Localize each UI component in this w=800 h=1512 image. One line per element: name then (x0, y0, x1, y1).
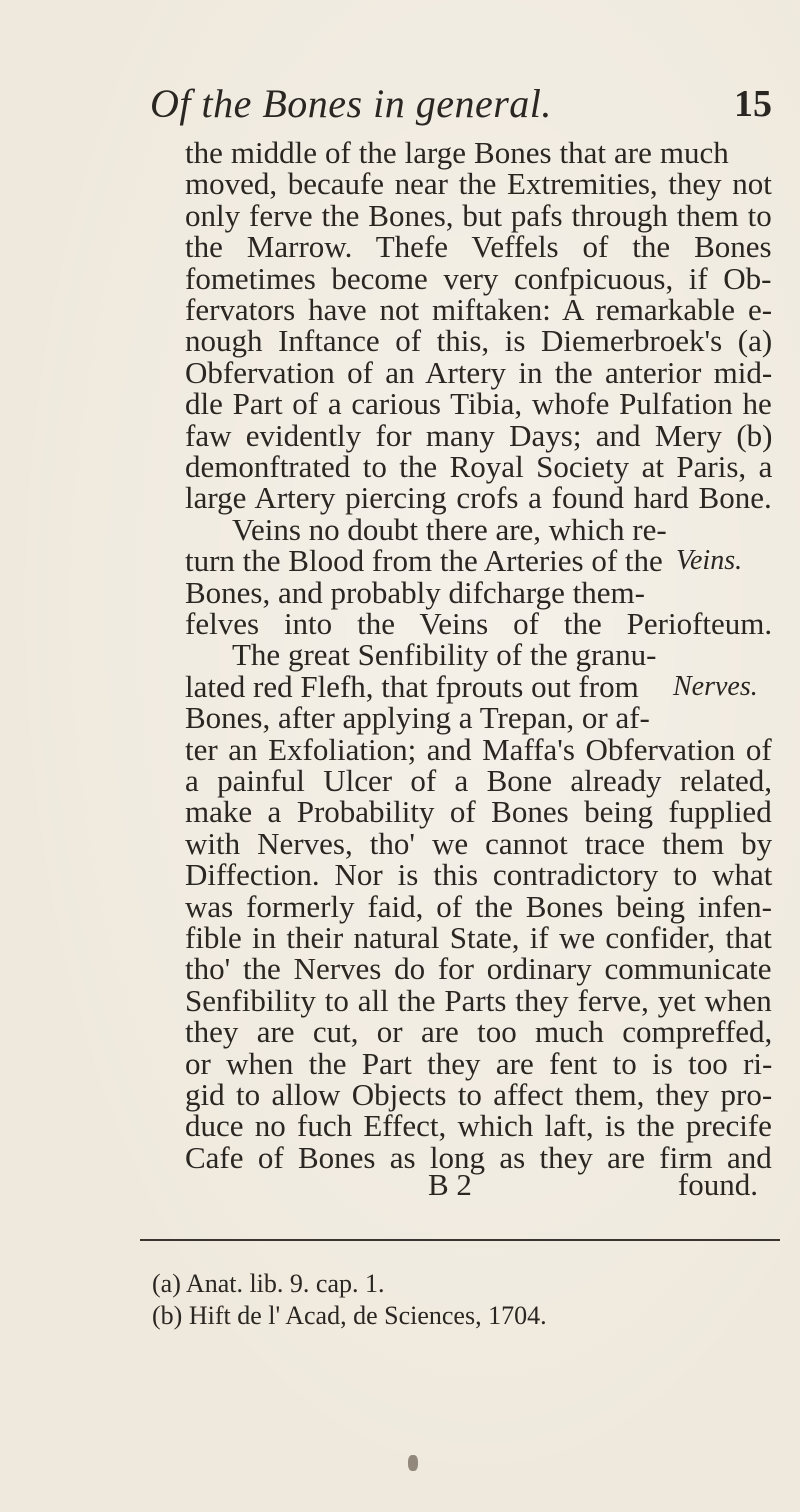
text-line: nough Inftance of this, is Diemerbroek's (a) (185, 323, 773, 359)
text-line: large Artery piercing crofs a found hard Bone. (185, 480, 772, 516)
text-line: only ferve the Bones, but pafs through them to (185, 197, 772, 233)
text-line: gid to allow Objects to affect them, they pro- (185, 1077, 773, 1112)
text-line: Senfibility to all the Parts they ferve, yet when (185, 982, 772, 1018)
page-header (150, 80, 790, 130)
text-line: Veins no doubt there are, which re- (232, 511, 667, 547)
text-line: The great Senfibility of the granu- (232, 637, 657, 673)
ink-blot (408, 1455, 418, 1471)
margin-note-nerves: Nerves. (673, 670, 758, 702)
footnote-b: (b) Hift de l' Acad, de Sciences, 1704. (152, 1301, 547, 1331)
text-line: or when the Part they are fent to is too ri- (185, 1045, 773, 1081)
running-title: Of the Bones in general. (150, 81, 552, 126)
text-line: Obfervation of an Artery in the anterior mid- (185, 354, 773, 390)
text-line: tho' the Nerves do for ordinary communicate (185, 951, 772, 987)
text-line: fometimes become very confpicuous, if Ob- (185, 260, 772, 296)
text-line: faw evidently for many Days; and Mery (b) (185, 417, 773, 453)
text-line: they are cut, or are too much compreffed, (185, 1014, 773, 1050)
text-line: demonftrated to the Royal Society at Paris, a (185, 449, 773, 484)
text-line: turn the Blood from the Arteries of the (185, 543, 663, 579)
text-line: the middle of the large Bones that are much (185, 135, 729, 170)
text-line: fible in their natural State, if we confider, that (185, 920, 772, 955)
text-line: felves into the Veins of the Periofteum. (185, 606, 773, 641)
page-number: 15 (734, 83, 772, 125)
text-line: was formerly faid, of the Bones being infen- (185, 888, 772, 924)
text-line: lated red Flefh, that fprouts out from (185, 668, 639, 704)
text-line: the Marrow. Thefe Veffels of the Bones (185, 229, 772, 265)
text-line: a painful Ulcer of a Bone already related, (185, 763, 772, 798)
text-line: with Nerves, tho' we cannot trace them by (185, 825, 773, 861)
text-line: moved, becaufe near the Extremities, they not (185, 166, 772, 202)
footnote-rule (140, 1239, 780, 1241)
text-line: Bones, after applying a Trepan, or af- (185, 700, 650, 736)
text-line: Cafe of Bones as long as they are firm and (185, 1139, 772, 1175)
text-line: Diffection. Nor is this contradictory to what (185, 857, 773, 893)
text-line: dle Part of a carious Tibia, whofe Pulfation he (185, 386, 772, 422)
text-line: duce no fuch Effect, which laft, is the precife (185, 1108, 772, 1144)
text-line: Bones, and probably difcharge them- (185, 574, 645, 610)
catchword: found. (677, 1167, 758, 1203)
text-line: fervators have not miftaken: A remarkable e- (185, 292, 773, 327)
margin-note-veins: Veins. (676, 545, 743, 577)
footnote-a: (a) Anat. lib. 9. cap. 1. (152, 1269, 385, 1299)
text-line: make a Probability of Bones being fupplied (185, 794, 772, 830)
text-line: ter an Exfoliation; and Maffa's Obfervation of (185, 731, 772, 767)
signature-mark: B 2 (428, 1167, 472, 1203)
